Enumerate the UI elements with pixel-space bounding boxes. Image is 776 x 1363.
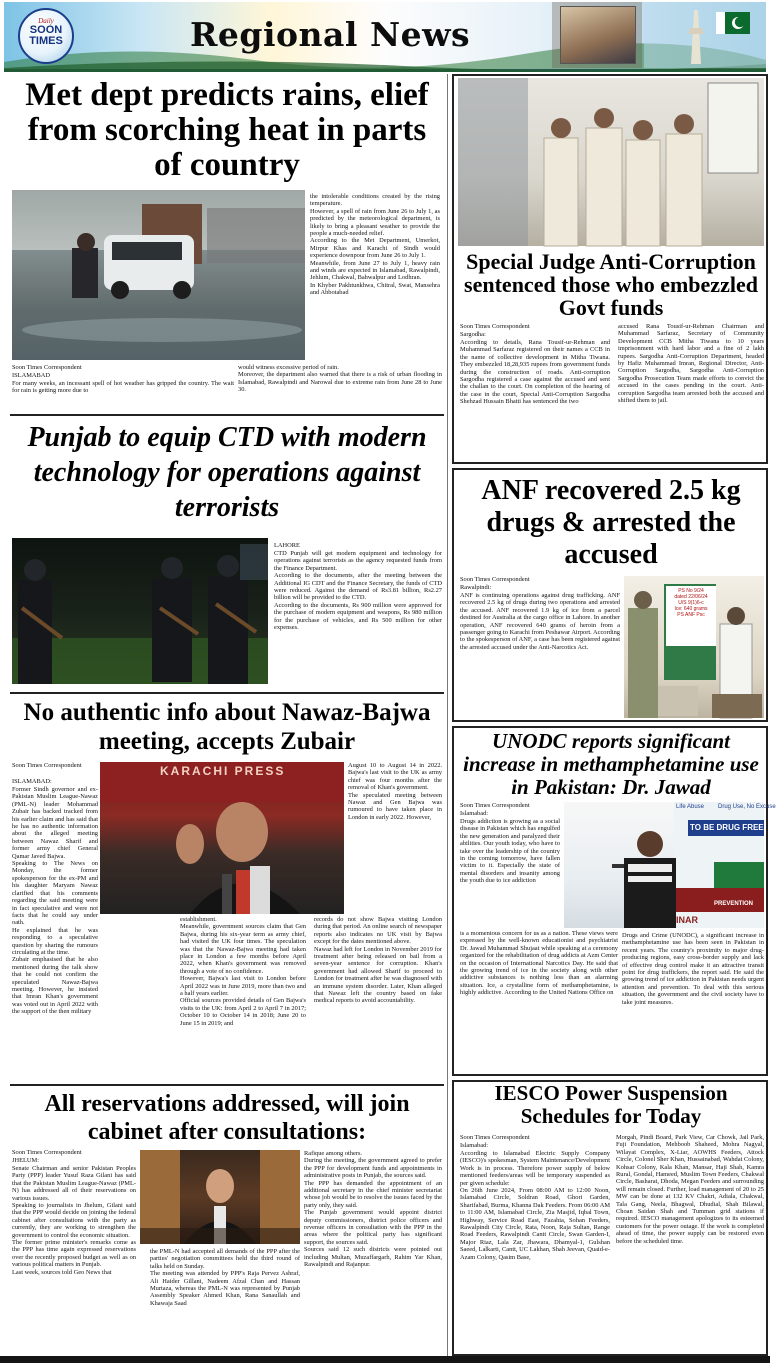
article-6-col2: Drugs and Crime (UNODC), a significant increase in methamphetamine use has been seen in Pakistan in recent years. The country's proximity to major drug-producing regions, easy cross-border supply and lack of effective drug control make it an attractive transit point for drug traffickers, the report said. He said the growing trend of ice addiction in Pakistan needs urgent attention and prevention. To deal with this serious situation, the government and the civil society have to take joint measures. [622, 932, 764, 1006]
article-4-photo [624, 576, 764, 718]
page-footer-bar [0, 1356, 770, 1363]
article-4-byline: Soon Times Correspondent [460, 576, 530, 583]
divider [10, 692, 444, 694]
article-2-headline[interactable]: Special Judge Anti-Corruption sentenced those who embezzled Govt funds [464, 249, 758, 320]
article-7-dateline: JHELUM: [12, 1157, 39, 1164]
article-1-body-bottom: would witness excessive period of rain. Moreover, the department also warned that there is a risk of urban flooding in Islamabad, Rawalpindi and Narowal due to extreme rain from June 28 to June 30. [238, 364, 442, 394]
article-1-body-left: For many weeks, an incessant spell of hot weather has gripped the country. The wait for rain is getting more due to [12, 380, 234, 395]
article-5-photo [100, 762, 344, 914]
article-6-photo [564, 802, 776, 928]
article-5-col2: establishment. Meanwhile, government sources claim that Gen Bajwa, during his six-year term as army chief, had visited the UK four times. The speculation was that the Nawaz-Bajwa meeting had taken place in London a few months before April 2022, when Khan's government was removed through a vote of no confidence. However, Bajwa's last visit to London before April 2022 was in June 2019, more than two and a half years earlier. Official sources provided details of Gen Bajwa's visits to the UK: from April 2 to April 7 in 2017; October 10 to October 14 in 2018; June 20 to June 15 in 2019; and [180, 916, 306, 1027]
flooded-street-illustration [12, 190, 305, 360]
press-conference-illustration [100, 762, 344, 914]
article-6-headline[interactable]: UNODC reports significant increase in methamphetamine use in Pakistan: Dr. Jawad [463, 729, 759, 799]
article-2-photo [458, 78, 764, 246]
logo-small-text: Daily [38, 17, 54, 25]
article-2-col2: accused Rana Tousif-ur-Rehman Chairman and Muhammad Sarfaraz, Secretary of Community Development CCB Mitha Tiwana to 10 years imprisonment with hard labor and a fine of 2 lakh rupees. Sargodha Anti-Corruption Department, headed by Hafiz Muhammad Imran, Regional Director, Anti-Corruption Sargodha, Sargodha Anti-Corruption Sargodha Prosecution Team made efforts to convict the accused in the cases pending in the court. Anti-corruption Sargodha team arrested both the accused and shifted them to jail. [618, 323, 764, 405]
banner-text-4: PREVENTION [714, 901, 754, 907]
article-3-body: CTD Punjab will get modern equipment and technology for operations against terrorists as the agency requested funds from the Finance Department. According to the documents, after the meeting between the Additional IG CDT and the Finance Secretary, the funds of CTD were reduced. Against the demand of Rs3.81 billion, Rs2.27 billion will be provided to the CTD. According to the documents, Rs 900 million were approved for the purchase of modern equipment and weapons, Rs 980 million for the purchase of vehicles, and Rs 500 million for other expenses. [274, 550, 442, 632]
article-4-body: ANF is continuing operations against drug trafficking. ANF recovered 2.5 kg of drugs during two operations and arrested the accused. ANF recovered 1.9 kg of ice from a parcel destined for Australia at the cargo office in Lahore. In another operation, ANF recovered 640 grams of heroin from a passenger going to Karachi from Peshawar Airport. According to the spokesperson of ANF, a case has been registered against the arrested accused under the Anti-Narcotics Act. [460, 592, 620, 651]
logo-badge[interactable] [18, 8, 74, 64]
article-6-col1-top: Drugs addiction is growing as a social disease in Pakistan which has engulfed the new generation and paralyzed their abilities. Our youth today, who have to take over the leadership of the country in the coming tomorrow, have fallen victim to it. Especially the state of mental disorders and insanity among the youth due to ice addiction [460, 818, 560, 885]
article-5-dateline: ISLAMABAD: [12, 778, 52, 785]
article-6-dateline: Islamabad: [460, 810, 489, 817]
press-banner-text: KARACHI PRESS [160, 764, 286, 778]
article-8-col2: Morgah, Pindi Board, Park View, Car Chowk, Jail Park, Fuji Foundation, Mehboob Shaheed, Mohra Nagyal, Wilayat Complex, X-Liar, AOWHS Feeders, Attock Circle, Colonel Sher Khan, Hussainabad, Wahdat Colony, Kohsar Colony, Kala Khan, Mansar, Haji Shah, Kamra Rural, Gondal, Hameed, Muslim Town Feeders, Chakwal Circle, Basharat, Dhoda, Megan Feeders and surrounding will remain closed. Further, load management of 20 to 25 MW can be done at 132 KV Chakri, Adiala, Chakwal, Tala Gang, Neela, Bhagwal, Dhudial, Shah Bilawal, Choan Saidan Shah and Tumman grid stations if required. IESCO management apologizes to its esteemed customers for the power outage. If the work is completed ahead of time, the power supply can be restored even before the scheduled time. [616, 1134, 764, 1245]
seminar-speaker-illustration [564, 802, 776, 928]
banner-text-1: Life Abuse [676, 804, 705, 810]
center-column-rule [447, 74, 448, 1356]
article-3-dateline: LAHORE [274, 542, 300, 549]
banner-text-5: INAR [676, 915, 698, 925]
divider [10, 1084, 444, 1086]
article-2-dateline: Sargodha: [460, 331, 486, 338]
article-5-col-right: August 10 to August 14 in 2022. Bajwa's last visit to the UK as army chief was four months after the removal of Khan's government. The speculated meeting between Nawaz and Gen Bajwa was rumoured to have taken place in London in early 2022. However, [348, 762, 442, 821]
article-4-headline[interactable]: ANF recovered 2.5 kg drugs & arrested the accused [481, 475, 741, 570]
gilani-portrait-illustration [140, 1150, 300, 1244]
article-1-byline: Soon Times Correspondent [12, 364, 82, 371]
article-1-headline[interactable]: Met dept predicts rains, elief from scorching heat in parts of country [25, 77, 429, 183]
article-8-byline: Soon Times Correspondent [460, 1134, 530, 1141]
masthead-photo [560, 6, 636, 64]
evidence-label: PS No 9/24 dated 22/06/24 U/S 9(1)6-c Ice: 640 grams PS ANF Psc [666, 586, 716, 646]
article-1-dateline: ISLAMABAD [12, 372, 50, 379]
article-7-col3: Rafique among others. During the meeting, the government agreed to prefer the PPP for development funds and appointments in administrative posts in Punjab, the sources said. The PPP has demanded the appointment of an additional secretary in the chief minister secretariat whose job would be to resolve the issues faced by the party only, they said. The Punjab government would appoint district deputy commissioners, district police officers and revenue officers in consultation with the PPP in the areas where the political party has significant support, the sources said. Sources said 12 such districts were pointed out including Multan, Muzaffargarh, Rahim Yar Khan, Rawalpindi and Rajanpur. [304, 1150, 442, 1269]
court-officials-illustration [458, 78, 764, 246]
article-5-byline: Soon Times Correspondent [12, 762, 82, 769]
article-8-col1: According to Islamabad Electric Supply Company (IESCO)'s spokesman, System Maintenance/Development Work is in process. Therefore power supply of below mentioned feeders/areas will be temporary suspended as per given schedule: On 26th June 2024, From 08:00 AM to 12:00 Noon, Islamabad Circle, Soldran Road, Ghori Garden, Sharifabad, Burma, Khanna Dak Feeders. From 06:00 AM to 11:00 AM, Islamabad Circle, Zia Masjid, Iqbal Town, Highway, Service Road East, Fazahia, Sohan Feeders, Rawalpindi City Circle, Rata, Noon, Raja Sultan, Range Road Feeders, Rawalpindi Cantt Circle, Swan Garden-I, Major Riaz, Lala Zar, Jhawara, Dhamyal-1, Gulshan Saeed, Lalkarti, Cantt, UC Lakhan, Shah Jeevan, Quaid-e-Azam Colony, Qasim Base, [460, 1150, 610, 1261]
article-8-headline[interactable]: IESCO Power Suspension Schedules for Today [494, 1081, 728, 1128]
masthead [4, 2, 766, 72]
article-5-headline[interactable]: No authentic info about Nawaz-Bajwa meeting, accepts Zubair [23, 699, 431, 755]
ctd-personnel-illustration [12, 538, 268, 684]
section-title: Regional News [190, 15, 471, 54]
article-6-byline: Soon Times Correspondent [460, 802, 530, 809]
article-7-headline[interactable]: All reservations addressed, will join cabinet after consultations: [44, 1091, 410, 1145]
article-5-col1: Former Sindh governor and ex-Pakistan Muslim League-Nawaz (PML-N) leader Mohammad Zubair has backed tracked from his earlier claim and has said that he has no authentic information about the alleged meeting between Nawaz Sharif and former army chief General Qamar Javed Bajwa. Speaking to The News on Monday, the former spokesperson for the ex-PM and his daughter Maryam Nawaz clarified that his comments regarding the said meeting were in fact speculative and were not facts that he could say under oath. He explained that he was responding to a speculative question by sharing the rumours circulating at the time. Zubair emphasised that he also mentioned during the talk show that he could not confirm the speculated Nawaz-Bajwa meeting. However, he insisted that Imran Khan's government was voted out in April 2022 with the support of the then military [12, 786, 98, 1016]
article-6-col1-bottom: is a momentous concern for us as a nation. These views were expressed by the well-known educationist and psychiatrist Dr. Jawad Muhammad Shujaat while speaking at a ceremony organized for the rehabilitation of drug addicts at Azm Center on the occasion of International Narcotics Day. He said that the growing trend of ice in the society along with other addictive substances is nothing less than an alarming situation. Ice, a crystalline form of methamphetamine, is highly addictive. According to the United Nations Office on [460, 930, 618, 997]
article-1-photo [12, 190, 305, 360]
banner-text-2: Drug Use, No Excuse [718, 804, 776, 810]
article-1-body-right: the intolerable conditions created by the rising temperature. However, a spell of rain from June 26 to July 1, as predicted by the meteorological department, is likely to bring a pleasant weather to provide the people a much-needed relief. According to the Met Department, Umerkot, Mirpur Khas and Karachi of Sindh would experience downpour from June 26 to July 1. Meanwhile, from June 27 to July 1, heavy rain and winds are expected in Islamabad, Rawalpindi, Jehlum, Chakwal, Bahwalpur and Lodhran. In Khyber Pakhtunkhwa, Chitral, Swat, Mansehra and Abbotabad [310, 193, 440, 297]
article-8-dateline: Islamabad: [460, 1142, 489, 1149]
article-7-byline: Soon Times Correspondent [12, 1149, 82, 1156]
article-2-byline: Soon Times Correspondent [460, 323, 530, 330]
article-2-col1: According to details, Rana Tousif-ur-Rehman and Muhammad Sarfaraz registered on their names a CCB in the name of collective development in Mitha Tiwana. They embezzled 18,28,935 rupees from government funds during the construction of roads. Anti-corruption Sargodha registered a case against the accused and sent the challan to the court. On completion of the hearing of the case in the court, Special Anti-Corruption Sargodha Shehzad Hussain Bhatti has sentenced the two [460, 339, 610, 406]
article-3-photo [12, 538, 268, 684]
logo-big-text: SOON TIMES [29, 24, 63, 47]
article-7-photo [140, 1150, 300, 1244]
article-7-col2: the PML-N had accepted all demands of the PPP after the parties' negotiation committees held the third round of talks held on Sunday. The meeting was attended by PPP's Raja Pervez Ashraf, Ali Haider Gillani, Nadeem Afzal Chan and Hassan Murtaza, whereas the PML-N was represented by Punjab Assembly Speaker Ahmed Khan, Rana Sanaullah and Khawaja Saad [150, 1248, 300, 1307]
article-5-col3: records do not show Bajwa visiting London during that period. An online search of newspaper reports also indicates no UK visit by Bajwa except for the dates mentioned above. Nawaz had left for London in November 2019 for treatment after being released on bail from a seven-year sentence for corruption. Khan's government had allowed Sharif to proceed to London for treatment after he was diagnosed with an immune system disorder. Later, Khan alleged that Nawaz left the country based on fake medical reports to avoid accountability. [314, 916, 442, 1005]
banner-text-3: TO BE DRUG FREE [690, 823, 764, 832]
article-3-headline[interactable]: Punjab to equip CTD with modern technology for operations against terrorists [27, 422, 427, 523]
article-5-col1-bottom [12, 910, 172, 1002]
divider [10, 414, 444, 416]
article-4-dateline: Rawalpindi: [460, 584, 492, 591]
article-7-col1: Senate Chairman and senior Pakistan Peoples Party (PPP) leader Yusuf Raza Gilani has said that the Pakistan Muslim League-Nawaz (PML-N) has addressed all of their reservations on various issues. Speaking to journalists in Jhelum, Gilani said that the PPP would decide on joining the federal cabinet after consultations with the party as currently, they are working to strengthen the government to control the economic situation. The former prime minister's remarks come as the PPP has time again expressed reservations over the recently proposed budget as well as on various political matters in Punjab. Last week, sources told Geo News that [12, 1165, 136, 1276]
